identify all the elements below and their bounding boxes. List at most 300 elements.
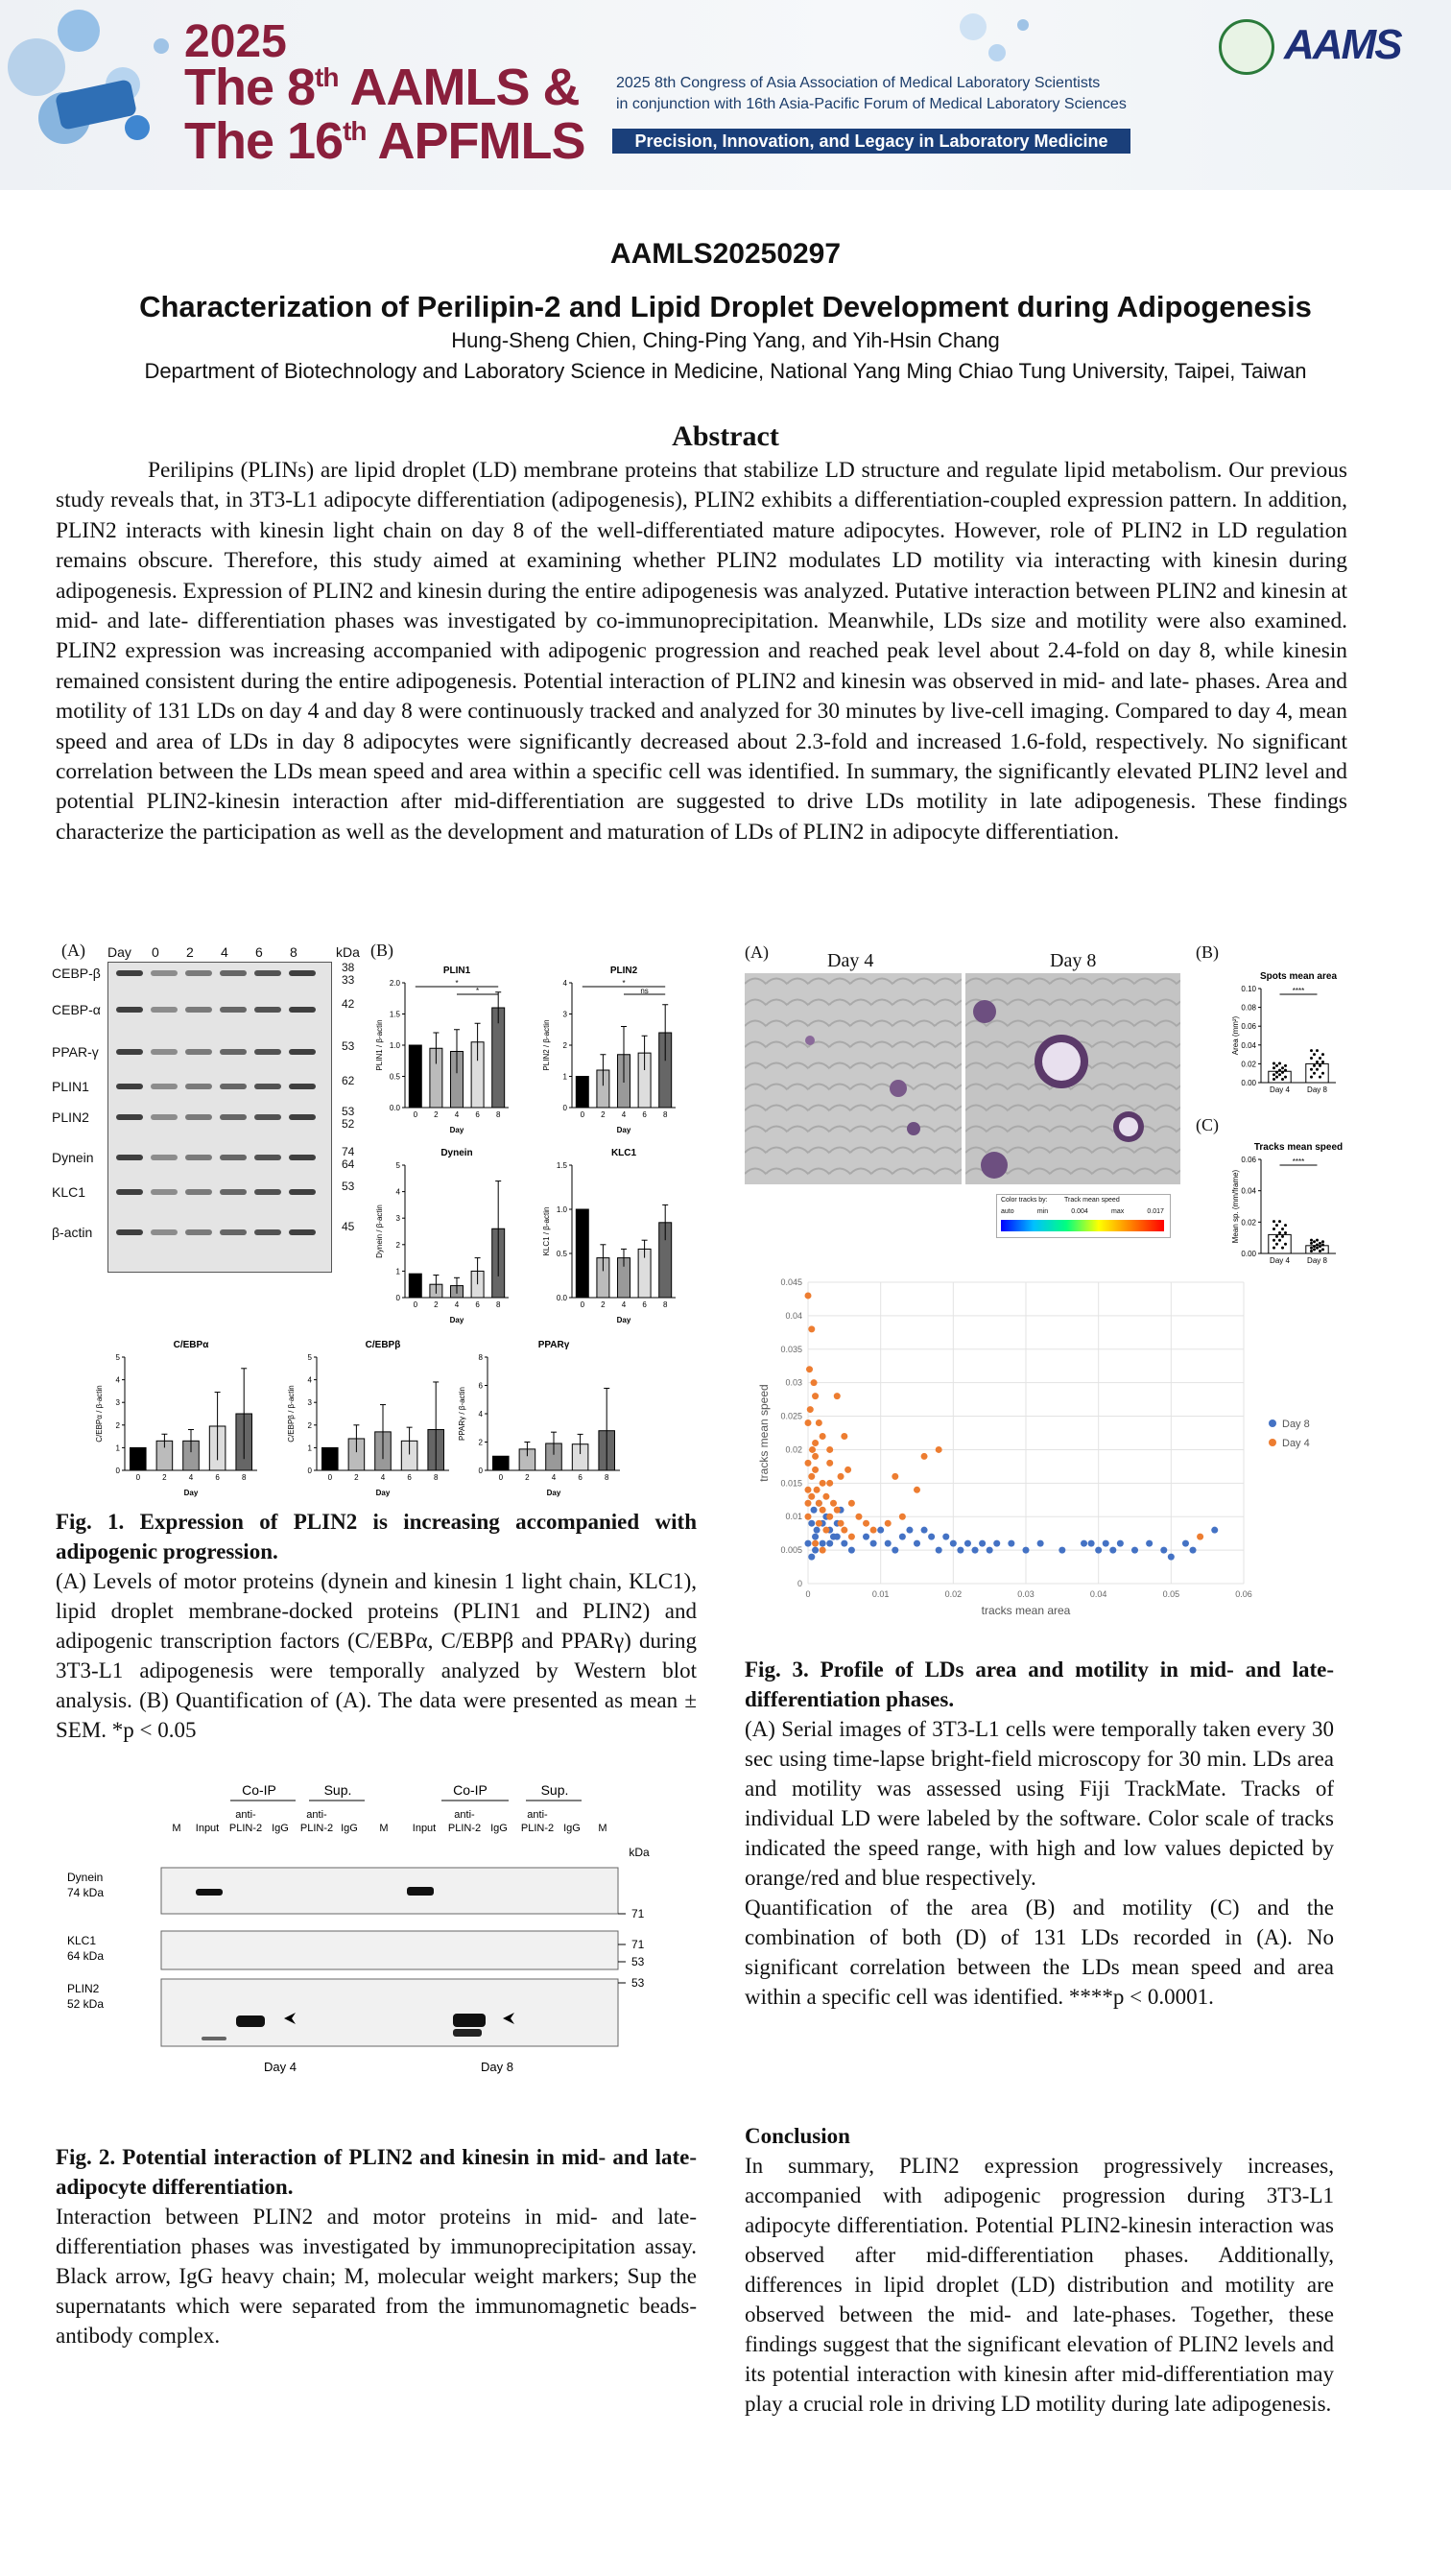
- lane-label: M: [598, 1823, 607, 1834]
- y-tick-label: 0.5: [389, 1072, 400, 1082]
- lipid-droplet: [907, 1122, 920, 1135]
- data-point: [1310, 1076, 1313, 1079]
- blot-row-label: KLC1: [52, 1184, 86, 1200]
- y-tick-label: 0.06: [1241, 1156, 1256, 1164]
- x-tick-label: 4: [621, 1110, 627, 1119]
- bar: [1306, 1063, 1328, 1083]
- data-point: [1284, 1231, 1287, 1234]
- x-tick-label: 6: [215, 1473, 220, 1482]
- blot-kda-label: 45: [342, 1220, 355, 1233]
- x-tick-label: 0.02: [944, 1589, 963, 1599]
- fig3-scatter-chart: [754, 1267, 1349, 1632]
- data-point: [1273, 1062, 1275, 1065]
- data-point: [1284, 1064, 1287, 1067]
- y-tick-label: 0: [797, 1579, 802, 1588]
- y-tick-label: 5: [115, 1353, 120, 1362]
- scatter-point-day-8: [841, 1540, 847, 1547]
- data-point: [1273, 1073, 1275, 1076]
- data-point: [1313, 1064, 1316, 1067]
- decor-dot: [1017, 19, 1029, 31]
- x-axis-label: Day: [183, 1489, 199, 1497]
- y-tick-label: 0.10: [1241, 985, 1256, 993]
- kda-header: kDa: [629, 1846, 650, 1859]
- blot-row-label: 64 kDa: [67, 1949, 105, 1963]
- data-point: [1310, 1239, 1313, 1242]
- x-tick-label: 0.06: [1235, 1589, 1252, 1599]
- fig1-chart-ppar: [455, 1336, 628, 1499]
- blot-band: [254, 970, 281, 976]
- y-tick-label: 0: [115, 1467, 120, 1475]
- y-tick-label: 0.04: [785, 1310, 802, 1321]
- data-point: [1273, 1247, 1275, 1250]
- data-point: [1316, 1068, 1319, 1071]
- y-tick-label: 0.01: [785, 1512, 802, 1522]
- conference-year: 2025: [184, 16, 287, 67]
- fig3-spots-area-chart-svg: [1228, 967, 1344, 1111]
- paper-authors: Hung-Sheng Chien, Ching-Ping Yang, and Yih-Hsin Chang: [451, 328, 1000, 352]
- speed-colorbar: [996, 1194, 1171, 1238]
- x-tick-label: 4: [621, 1300, 627, 1309]
- x-tick-label: 4: [454, 1110, 460, 1119]
- x-tick-label: 6: [642, 1300, 647, 1309]
- sig-label: *: [622, 979, 626, 988]
- colorbar-labels: [1001, 1208, 1164, 1215]
- blot-band: [185, 1155, 212, 1160]
- lane-label: PLIN-2: [228, 1823, 263, 1834]
- y-tick-label: 2.0: [389, 979, 400, 988]
- scatter-point-day-8: [936, 1547, 942, 1554]
- scatter-point-day-4: [816, 1500, 822, 1507]
- x-tick-label: 6: [475, 1300, 480, 1309]
- scatter-point-day-8: [1037, 1540, 1044, 1547]
- data-point: [1319, 1057, 1321, 1060]
- scatter-point-day-4: [808, 1473, 815, 1480]
- x-tick-label: 8: [662, 1110, 668, 1119]
- micrograph-day8: [965, 973, 1180, 1184]
- lipid-droplet: [805, 1036, 815, 1045]
- blot-band: [220, 1049, 247, 1055]
- colorbar-gradient: [1001, 1220, 1164, 1231]
- scatter-point-day-4: [1197, 1534, 1203, 1540]
- y-tick-label: 2: [395, 1240, 400, 1250]
- y-tick-label: 0.015: [780, 1478, 802, 1489]
- scatter-point-day-4: [812, 1540, 819, 1547]
- y-tick-label: 0.025: [780, 1411, 802, 1421]
- scatter-point-day-8: [811, 1507, 818, 1514]
- scatter-point-day-4: [826, 1446, 833, 1453]
- bar: [576, 1209, 588, 1298]
- chart-title: PPARγ: [537, 1340, 570, 1350]
- data-point: [1313, 1072, 1316, 1075]
- scatter-point-day-8: [808, 1554, 815, 1561]
- blot-strip: [161, 1979, 618, 2046]
- fig2-caption: [56, 2142, 697, 2350]
- fig1-chart-klc1: [539, 1144, 683, 1326]
- blot-band: [289, 970, 316, 976]
- scatter-point-day-4: [834, 1393, 841, 1399]
- blot-row-label: 52 kDa: [67, 1997, 105, 2011]
- colorbar-label: 0.017: [1147, 1208, 1164, 1215]
- blot-band: [116, 1114, 143, 1120]
- blot-band: [116, 1189, 143, 1195]
- lipid-droplet: [981, 1152, 1008, 1179]
- fig3-tracks-speed-chart-svg: [1228, 1138, 1344, 1282]
- scatter-point-day-4: [808, 1493, 815, 1500]
- data-point: [1278, 1073, 1281, 1076]
- x-tick-label: 4: [380, 1473, 386, 1482]
- conference-title-line2: The 16th APFMLS: [184, 112, 585, 170]
- data-point: [1321, 1061, 1324, 1063]
- x-tick-label: 2: [601, 1110, 606, 1119]
- marker-label: 71: [631, 1907, 645, 1920]
- blot-row-label: PLIN1: [52, 1079, 89, 1094]
- conference-tagline: Precision, Innovation, and Legacy in Laboratory Medicine: [612, 129, 1130, 154]
- sup-header: Sup.: [323, 1782, 352, 1798]
- plin2-band: [453, 2029, 482, 2037]
- sig-label: ns: [640, 987, 649, 995]
- paper-affiliation: Department of Biotechnology and Laboratory Science in Medicine, National Yang Ming Chiao Tung University, Taipei, Taiwan: [144, 359, 1307, 383]
- colorbar-label: min: [1036, 1208, 1049, 1215]
- scatter-point-day-8: [863, 1534, 869, 1540]
- bar: [576, 1077, 588, 1109]
- blot-kda-label: 74 64: [342, 1145, 355, 1171]
- data-point: [1321, 1244, 1324, 1247]
- blot-band: [185, 1049, 212, 1055]
- fig1-chart-klc1-svg: [539, 1144, 683, 1326]
- blot-row-label: PLIN2: [52, 1109, 89, 1125]
- x-tick-label: 2: [434, 1110, 439, 1119]
- y-axis-label: Mean sp. (mm/frame): [1231, 1169, 1240, 1244]
- western-blot-bands: [108, 963, 331, 1272]
- blot-band: [220, 1229, 247, 1235]
- faint-band: [202, 2037, 226, 2040]
- y-tick-label: 1: [307, 1443, 312, 1453]
- scatter-point-day-4: [820, 1507, 826, 1514]
- data-point: [1310, 1247, 1313, 1250]
- y-tick-label: 1.0: [389, 1041, 400, 1050]
- scatter-point-day-4: [830, 1500, 837, 1507]
- chart-title: C/EBPα: [173, 1340, 209, 1350]
- blot-band: [151, 1007, 178, 1013]
- blot-kda-label: 42: [342, 997, 355, 1011]
- data-point: [1281, 1235, 1284, 1238]
- data-point: [1284, 1243, 1287, 1246]
- blot-day-label: 6: [255, 944, 263, 960]
- scatter-point-day-8: [1131, 1547, 1138, 1554]
- y-tick-label: 3: [395, 1214, 400, 1224]
- blot-band: [289, 1007, 316, 1013]
- data-point: [1310, 1242, 1313, 1245]
- scatter-point-day-8: [820, 1540, 826, 1547]
- x-tick-label: 2: [434, 1300, 439, 1309]
- bar: [1269, 1071, 1291, 1083]
- legend-marker: [1269, 1439, 1276, 1446]
- lane-label: anti-: [306, 1809, 327, 1821]
- dynein-band: [407, 1887, 434, 1896]
- blot-band: [151, 1114, 178, 1120]
- western-blot-image: [107, 962, 332, 1273]
- scatter-point-day-4: [812, 1467, 819, 1473]
- blot-row-label: Dynein: [52, 1150, 94, 1165]
- y-tick-label: 0: [395, 1294, 400, 1302]
- data-point: [1313, 1240, 1316, 1243]
- scatter-point-day-4: [807, 1406, 814, 1413]
- fig3-caption-body2: Quantification of the area (B) and motility (C) and the combination of both (D) of 131 LDs recorded in (A). No significant correlation between the LDs mean speed and area within a specific cell was identified. ****p < 0.0001.: [745, 1896, 1334, 2009]
- scatter-point-day-8: [906, 1527, 913, 1534]
- scatter-point-day-8: [1095, 1547, 1102, 1554]
- fig3-caption: [745, 1655, 1334, 2012]
- x-tick-label: 6: [407, 1473, 412, 1482]
- bar: [409, 1274, 421, 1298]
- chart-title: C/EBPβ: [365, 1340, 401, 1350]
- blot-band: [151, 1084, 178, 1089]
- y-tick-label: 0.02: [1241, 1060, 1256, 1069]
- x-axis-label: Day: [375, 1489, 391, 1497]
- y-tick-label: 4: [562, 979, 567, 988]
- x-axis-label: Day: [616, 1126, 631, 1134]
- chart-title: Dynein: [440, 1148, 473, 1158]
- fig1-chart-cebp-svg: [284, 1336, 457, 1499]
- legend-label: Day 8: [1282, 1419, 1310, 1430]
- data-point: [1281, 1228, 1284, 1230]
- scatter-point-day-8: [870, 1540, 877, 1547]
- sup-header: Sup.: [540, 1782, 569, 1798]
- scatter-point-day-4: [809, 1446, 816, 1453]
- y-tick-label: 0.0: [556, 1294, 567, 1302]
- data-point: [1281, 1078, 1284, 1081]
- micrograph-day4: [745, 973, 962, 1184]
- x-tick-label: Day 8: [1307, 1085, 1327, 1094]
- data-point: [1273, 1239, 1275, 1242]
- chart-title: PLIN2: [609, 966, 638, 976]
- x-axis-label: Day: [616, 1316, 631, 1324]
- conclusion-heading: Conclusion: [745, 2124, 850, 2148]
- data-point: [1273, 1066, 1275, 1069]
- scatter-point-day-8: [1182, 1540, 1189, 1547]
- scatter-point-day-4: [899, 1514, 906, 1520]
- data-point: [1273, 1228, 1275, 1230]
- data-point: [1278, 1220, 1281, 1223]
- blot-band: [254, 1229, 281, 1235]
- blot-kda-label: 53: [342, 1180, 355, 1193]
- congress-line-1: 2025 8th Congress of Asia Association of Medical Laboratory Scientists: [616, 75, 1101, 91]
- y-tick-label: 0.00: [1241, 1079, 1256, 1087]
- bar: [131, 1447, 147, 1470]
- lane-label: PLIN-2: [447, 1823, 482, 1834]
- data-point: [1275, 1224, 1278, 1227]
- data-point: [1316, 1239, 1319, 1242]
- data-point: [1284, 1224, 1287, 1227]
- fig1-chart-dynein: [372, 1144, 516, 1326]
- y-tick-label: 1: [115, 1443, 120, 1453]
- scatter-point-day-4: [848, 1534, 855, 1540]
- y-tick-label: 8: [478, 1353, 483, 1362]
- scatter-point-day-4: [812, 1393, 819, 1399]
- plin2-band: [236, 2015, 265, 2027]
- data-point: [1281, 1247, 1284, 1250]
- blot-band: [289, 1189, 316, 1195]
- y-axis-label: Dynein / β-actin: [375, 1205, 384, 1258]
- x-tick-label: 2: [162, 1473, 167, 1482]
- scatter-point-day-8: [1081, 1540, 1087, 1547]
- scatter-point-day-4: [826, 1460, 833, 1467]
- fig3-panel-a-label: (A): [745, 942, 769, 962]
- blot-row-label: β-actin: [52, 1225, 93, 1240]
- scatter-point-day-8: [979, 1540, 986, 1547]
- x-tick-label: 0.03: [1017, 1589, 1035, 1599]
- lipid-droplet: [890, 1080, 907, 1097]
- congress-line-2: in conjunction with 16th Asia-Pacific Forum of Medical Laboratory Sciences: [616, 96, 1127, 112]
- y-tick-label: 0.04: [1241, 1186, 1256, 1196]
- y-tick-label: 2: [562, 1041, 567, 1050]
- blot-row-label: KLC1: [67, 1934, 97, 1947]
- blot-band: [254, 1049, 281, 1055]
- data-point: [1319, 1245, 1321, 1248]
- y-tick-label: 1.5: [389, 1010, 400, 1019]
- blot-band: [220, 1084, 247, 1089]
- fig1-chart-plin2-svg: [539, 962, 683, 1136]
- scatter-point-day-4: [806, 1366, 813, 1372]
- blot-strip: [161, 1868, 618, 1914]
- data-point: [1319, 1250, 1321, 1252]
- blot-band: [151, 970, 178, 976]
- scatter-point-day-8: [892, 1547, 898, 1554]
- colorbar-value: Track mean speed: [1064, 1197, 1120, 1204]
- scatter-point-day-4: [822, 1493, 829, 1500]
- y-tick-label: 1: [562, 1072, 567, 1082]
- scatter-point-day-4: [892, 1473, 898, 1480]
- lane-label: anti-: [527, 1809, 548, 1821]
- y-tick-label: 0.5: [556, 1250, 567, 1258]
- y-tick-label: 5: [395, 1161, 400, 1170]
- scatter-point-day-8: [814, 1527, 821, 1534]
- x-tick-label: 0.04: [1089, 1589, 1107, 1599]
- y-tick-label: 0.06: [1241, 1022, 1256, 1032]
- bar: [322, 1447, 339, 1470]
- blot-band: [220, 1189, 247, 1195]
- blot-band: [116, 1155, 143, 1160]
- scatter-point-day-4: [822, 1527, 829, 1534]
- scatter-point-day-8: [972, 1547, 979, 1554]
- scatter-point-day-8: [830, 1534, 837, 1540]
- y-axis-label: PLIN1 / β-actin: [375, 1019, 384, 1071]
- blot-band: [151, 1189, 178, 1195]
- scatter-point-day-8: [1109, 1547, 1116, 1554]
- blot-band: [289, 1114, 316, 1120]
- blot-band: [151, 1155, 178, 1160]
- lane-label: IgG: [341, 1823, 358, 1834]
- x-tick-label: Day 8: [1307, 1256, 1327, 1265]
- scatter-point-day-4: [826, 1514, 833, 1520]
- scatter-point-day-4: [808, 1325, 815, 1332]
- data-point: [1313, 1245, 1316, 1248]
- decor-dot: [154, 38, 169, 54]
- scatter-point-day-8: [808, 1520, 815, 1527]
- x-tick-label: 8: [433, 1473, 439, 1482]
- x-tick-label: 2: [354, 1473, 359, 1482]
- y-tick-label: 0.03: [785, 1377, 802, 1388]
- data-point: [1321, 1248, 1324, 1251]
- paper-code: AAMLS20250297: [609, 238, 842, 270]
- scatter-point-day-4: [841, 1527, 847, 1534]
- data-point: [1316, 1049, 1319, 1052]
- decor-dot: [125, 115, 150, 140]
- fig3-tracks-speed-chart: [1228, 1138, 1344, 1282]
- data-point: [1310, 1068, 1313, 1071]
- scatter-point-day-8: [964, 1540, 971, 1547]
- scatter-point-day-4: [805, 1500, 812, 1507]
- fig3-panel-c-label: (C): [1196, 1115, 1219, 1134]
- scatter-point-day-4: [834, 1507, 841, 1514]
- y-axis-label: PPARγ / β-actin: [458, 1386, 466, 1442]
- x-tick-label: 6: [642, 1110, 647, 1119]
- blot-band: [254, 1114, 281, 1120]
- scatter-point-day-8: [950, 1540, 957, 1547]
- fig1-caption-body: (A) Levels of motor proteins (dynein and kinesin 1 light chain, KLC1), lipid droplet membrane-docked proteins (PLIN1 and PLIN2) and adipogenic transcription factors (C/EBPα, C/EBPβ and PPARγ) during 3T3-L1 adipogenesis were temporally analyzed by Western blot analysis. (B) Quantification of (A). The data were presented as mean ± SEM. *p < 0.05: [56, 1569, 697, 1742]
- blot-band: [116, 1084, 143, 1089]
- scatter-point-day-8: [812, 1547, 819, 1554]
- scatter-point-day-4: [826, 1480, 833, 1487]
- blot-kda-label: 38 33: [342, 961, 355, 987]
- blot-kda-label: 53 52: [342, 1105, 355, 1131]
- fig1-chart-plin1: [372, 962, 516, 1136]
- scatter-point-day-4: [838, 1520, 844, 1527]
- data-point: [1310, 1250, 1313, 1252]
- scatter-point-day-8: [899, 1534, 906, 1540]
- y-tick-label: 1.5: [556, 1161, 567, 1170]
- y-tick-label: 4: [395, 1187, 400, 1197]
- plin2-band: [453, 2014, 486, 2027]
- abstract-body: Perilipins (PLINs) are lipid droplet (LD) membrane proteins that stabilize LD structure and regulate lipid metabolism. Our previous study reveals that, in 3T3-L1 adipocyte differentiation (adipogenesis), PLIN2 exhibits a differentiation-coupled expression pattern. In addition, PLIN2 interacts with kinesin light chain on day 8 of the well-differentiated mature adipocytes. However, role of PLIN2 in LD regulation remains obscure. Therefore, this study aimed at examining whether PLIN2 modulates LD motility via interacting with kinesin during adipogenesis. Expression of PLIN2 and kinesin during the entire adipogenesis was analyzed. Putative interaction between PLIN2 and kinesin at mid- and late- differentiation phases was investigated by co-immunoprecipitation. Meanwhile, LDs size and motility were also examined. PLIN2 expression was increasing accompanied with adipogenic progression and reached peak level about 2.4-fold on day 8, while kinesin remained consistent during the entire adipogenesis. Potential interaction of PLIN2 and kinesin was observed in mid- and late- phases. Area and motility of 131 LDs on day 4 and day 8 were continuously tracked and analyzed for 30 minutes by live-cell imaging. Compared to day 4, mean speed and area of LDs in day 8 adipocytes were significantly decreased about 2.3-fold and increased 1.6-fold, respectively. No significant correlation between the LDs mean speed and area within a specific cell was identified. In summary, the significantly elevated PLIN2 level and potential PLIN2-kinesin interaction after mid-differentiation are suggested to drive LDs motility in late adipogenesis. These findings characterize the participation as well as the development and maturation of LDs of PLIN2 in adipocyte differentiation.: [56, 458, 1347, 845]
- scatter-point-day-8: [1168, 1554, 1175, 1561]
- y-tick-label: 0.035: [780, 1344, 802, 1354]
- fig1-chart-dynein-svg: [372, 1144, 516, 1326]
- lane-label: Input: [195, 1823, 220, 1834]
- fig3-caption-title: Fig. 3. Profile of LDs area and motility in mid- and late- differentiation phases.: [745, 1658, 1334, 1711]
- y-tick-label: 4: [115, 1375, 120, 1385]
- y-tick-label: 0.005: [780, 1545, 802, 1556]
- scatter-point-day-8: [1103, 1540, 1109, 1547]
- y-axis-label: C/EBPβ / β-actin: [287, 1385, 296, 1443]
- x-axis-label: Day: [546, 1489, 561, 1497]
- scatter-point-day-8: [1059, 1547, 1065, 1554]
- fig2-coip-figure: [58, 1776, 691, 2092]
- conference-banner: [0, 0, 1451, 190]
- x-tick-label: 6: [578, 1473, 583, 1482]
- blot-day-label: 0: [152, 944, 159, 960]
- scatter-point-day-8: [928, 1534, 935, 1540]
- blot-band: [254, 1189, 281, 1195]
- fig1-panel-a-label: (A): [61, 941, 85, 960]
- data-point: [1275, 1076, 1278, 1079]
- y-tick-label: 0.00: [1241, 1250, 1256, 1258]
- y-axis-label: C/EBPα / β-actin: [95, 1385, 104, 1443]
- scatter-point-day-8: [1023, 1547, 1030, 1554]
- blot-row-label: CEBP-β: [52, 966, 101, 981]
- y-axis-label: PLIN2 / β-actin: [542, 1019, 551, 1071]
- sig-label: *: [455, 979, 459, 988]
- legend-marker: [1269, 1419, 1276, 1427]
- y-tick-label: 1: [395, 1267, 400, 1276]
- x-tick-label: 2: [601, 1300, 606, 1309]
- scatter-point-day-4: [805, 1460, 812, 1467]
- sig-label: *: [476, 987, 480, 995]
- conference-title-line1: The 8th AAMLS &: [184, 59, 580, 116]
- scatter-point-day-8: [877, 1527, 884, 1534]
- blot-kda-label: 53: [342, 1039, 355, 1053]
- data-point: [1278, 1239, 1281, 1242]
- scatter-point-day-8: [885, 1540, 892, 1547]
